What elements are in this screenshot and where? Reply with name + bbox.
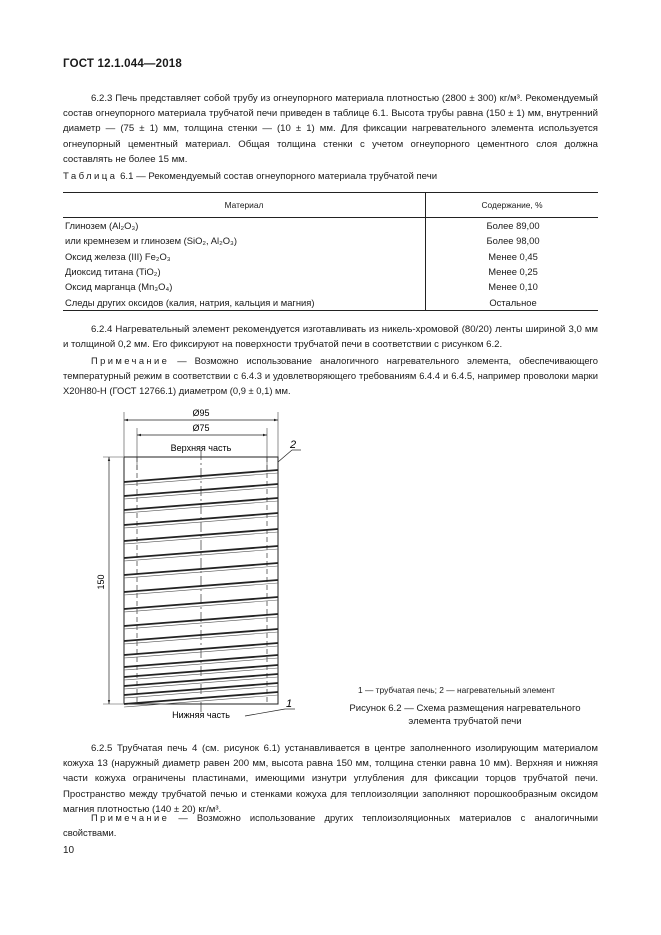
paragraph-text: Трубчатая печь 4 (см. рисунок 6.1) устанавливается в центре заполненного изолирующим материалом кожуха 13 (наружный диаметр равен 200 мм, высота равна 150 мм, толщина стенки равна 10 мм). Верхняя и нижняя части кожуха ограничены пластинами, имеющими изнутри углубления для фиксации торцов трубчатой печи. Пространство между трубчатой печью и стенками кожуха для теплоизоляции заполняют порошкообразным оксидом магния плотностью (140 ± 20) кг/м³. bbox=[63, 743, 598, 815]
paragraph-number: 6.2.4 bbox=[91, 324, 113, 335]
table-row bbox=[63, 294, 598, 310]
dimension-outer-label: Ø95 bbox=[192, 408, 210, 418]
cell-value: Более 98,00 bbox=[426, 233, 599, 248]
paragraph-number: 6.2.3 bbox=[91, 93, 113, 104]
table-row bbox=[63, 233, 598, 248]
cell-value: Остальное bbox=[426, 294, 599, 310]
dimension-inner-label: Ø75 bbox=[192, 423, 210, 433]
figure-legend: 1 — трубчатая печь; 2 — нагревательный элемент bbox=[358, 685, 555, 695]
paragraph-6-2-3 bbox=[63, 91, 598, 167]
cell-value: Более 89,00 bbox=[426, 218, 599, 234]
table-caption bbox=[63, 171, 437, 182]
note-text: — Возможно использование других теплоизоляционных материалов с аналогичными свойствами. bbox=[63, 812, 599, 839]
paragraph-text: Нагревательный элемент рекомендуется изготавливать из никель-хромовой (80/20) ленты шириной 3,0 мм и толщиной 0,2 мм. Его фиксируют на поверхности трубчатой печи в соответствии с рисунком 6.2. bbox=[63, 324, 599, 351]
table-header-row bbox=[63, 193, 598, 218]
table-caption-text: 6.1 — Рекомендуемый состав огнеупорного материала трубчатой печи bbox=[120, 171, 438, 182]
table-row bbox=[63, 249, 598, 264]
table-caption-label: Таблица bbox=[63, 171, 118, 182]
cell-value: Менее 0,10 bbox=[426, 279, 599, 294]
page-number: 10 bbox=[63, 845, 75, 856]
note-2 bbox=[63, 810, 598, 840]
composition-table bbox=[63, 192, 598, 311]
table-row bbox=[63, 264, 598, 279]
paragraph-number: 6.2.5 bbox=[91, 743, 113, 754]
note-label: Примечание bbox=[91, 355, 170, 366]
cell-material: Оксид марганца (Mn₃O₄) bbox=[65, 281, 173, 293]
callout-1: 1 bbox=[286, 698, 293, 710]
table-row bbox=[63, 279, 598, 294]
bottom-part-label: Нижняя часть bbox=[172, 710, 230, 720]
callout-2: 2 bbox=[290, 439, 297, 451]
callout-leader-1 bbox=[245, 709, 285, 716]
cell-material: Глинозем (Al₂O₃) bbox=[65, 220, 139, 232]
cell-material: или кремнезем и глинозем (SiO₂, Al₂O₃) bbox=[65, 235, 237, 247]
cell-material: Оксид железа (III) Fe₂O₃ bbox=[65, 250, 171, 262]
cell-value: Менее 0,25 bbox=[426, 264, 599, 279]
height-label: 150 bbox=[96, 574, 106, 590]
figure-caption: Рисунок 6.2 — Схема размещения нагревательного элемента трубчатой печи bbox=[349, 703, 581, 727]
column-header-content: Содержание, % bbox=[426, 193, 599, 218]
note-text: — Возможно использование аналогичного нагревательного элемента, обеспечивающего температурный режим в соответствии с 6.4.3 и удовлетворяющего требованиям 6.4.4 и 6.4.5, например проволоки марки Х20Н80-Н (ГОСТ 12766.1) диаметром (0,9 ± 0,1) мм. bbox=[63, 355, 598, 397]
table-row bbox=[63, 218, 598, 234]
cell-value: Менее 0,45 bbox=[426, 249, 599, 264]
figure-6-2 bbox=[95, 400, 325, 730]
paragraph-6-2-5 bbox=[63, 741, 598, 817]
page-header: ГОСТ 12.1.044—2018 bbox=[63, 58, 182, 70]
paragraph-6-2-4 bbox=[63, 322, 598, 352]
note-label: Примечание bbox=[91, 812, 170, 823]
column-header-material: Материал bbox=[63, 193, 426, 218]
callout-leader-2 bbox=[278, 450, 292, 462]
top-part-label: Верхняя часть bbox=[170, 443, 232, 453]
paragraph-text: Печь представляет собой трубу из огнеупорного материала плотностью (2800 ± 300) кг/м³. Рекомендуемый состав огнеупорного материала трубчатой печи приведен в таблице 6.1. Высота трубы равна (150 ± 1) мм, внутренний диаметр — (75 ± 1) мм, толщина стенки — (10 ± 1) мм. Для фиксации нагревательного элемента используется огнеупорный цементный материал. Общая толщина стенки с учетом огнеупорного цементного слоя должна составлять не более 15 мм. bbox=[63, 93, 598, 165]
cell-material: Следы других оксидов (калия, натрия, кальция и магния) bbox=[63, 294, 426, 310]
note-1 bbox=[63, 353, 598, 399]
cell-material: Диоксид титана (TiO₂) bbox=[65, 266, 161, 278]
